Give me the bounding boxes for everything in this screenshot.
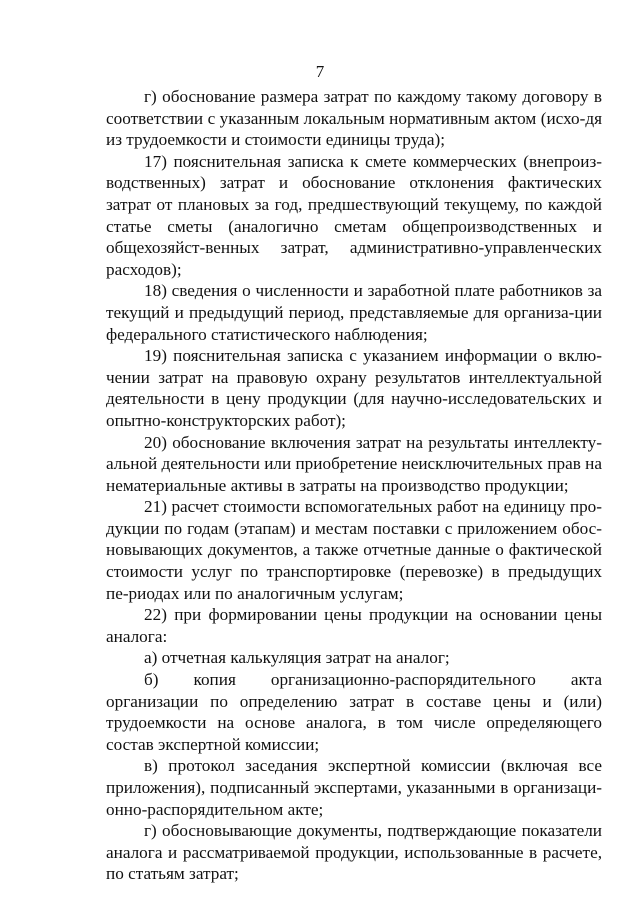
paragraph-21-auxiliary-works: 21) расчет стоимости вспомогательных работ на единицу про-дукции по годам (этапам) и местам поставки с приложением обос-новывающих документов, а также отчетные данные о фактической стоимости услуг по транспортировке (перевозке) в предыдущих пе-риодах или по аналогичным услугам; — [106, 497, 602, 603]
page-number: 7 — [315, 62, 325, 81]
paragraph-22g-supporting-documents: г) обосновывающие документы, подтверждающие показатели аналога и рассматриваемой продукции, использованные в расчете, по статьям затрат; — [106, 821, 602, 884]
paragraph-17-commercial-costs-note: 17) пояснительная записка к смете коммерческих (внепроиз-водственных) затрат и обоснование отклонения фактических затрат от плановых за год, предшествующий текущему, по каждой статье сметы (аналогично сметам общепроизводственных и общехозяйст-венных затрат, административно-управленческих расходов); — [106, 151, 602, 279]
paragraph-20-intellectual-results: 20) обоснование включения затрат на результаты интеллекту-альной деятельности или приобретение неисключительных прав на нематериальные активы в затраты на производство продукции; — [106, 432, 602, 495]
paragraph-22v-commission-protocol: в) протокол заседания экспертной комиссии (включая все приложения), подписанный экспертами, указанными в организаци-онно-распорядительном акте; — [106, 756, 602, 819]
paragraph-22b-order-copy: б) копия организационно-распорядительного акта организации по определению затрат в составе цены и (или) трудоемкости на основе аналога, в том числе определяющего состав экспертной комиссии; — [106, 670, 602, 754]
paragraph-22-analog-pricing: 22) при формировании цены продукции на основании цены аналога: — [106, 605, 602, 646]
paragraph-item-g-cost-justification: г) обоснование размера затрат по каждому такому договору в соответствии с указанным локальным нормативным актом (исхо-дя из трудоемкости и стоимости единицы труда); — [106, 87, 602, 150]
paragraph-22a-analog-calculation: а) отчетная калькуляция затрат на аналог; — [144, 648, 450, 668]
paragraph-18-headcount-salary: 18) сведения о численности и заработной плате работников за текущий и предыдущий период, представляемые для организа-ции федерального статистического наблюдения; — [106, 281, 602, 344]
paragraph-19-ip-protection-note: 19) пояснительная записка с указанием информации о вклю-чении затрат на правовую охрану результатов интеллектуальной деятельности в цену продукции (для научно-исследовательских и опытно-конструкторских работ); — [106, 346, 602, 430]
document-body — [106, 86, 602, 885]
